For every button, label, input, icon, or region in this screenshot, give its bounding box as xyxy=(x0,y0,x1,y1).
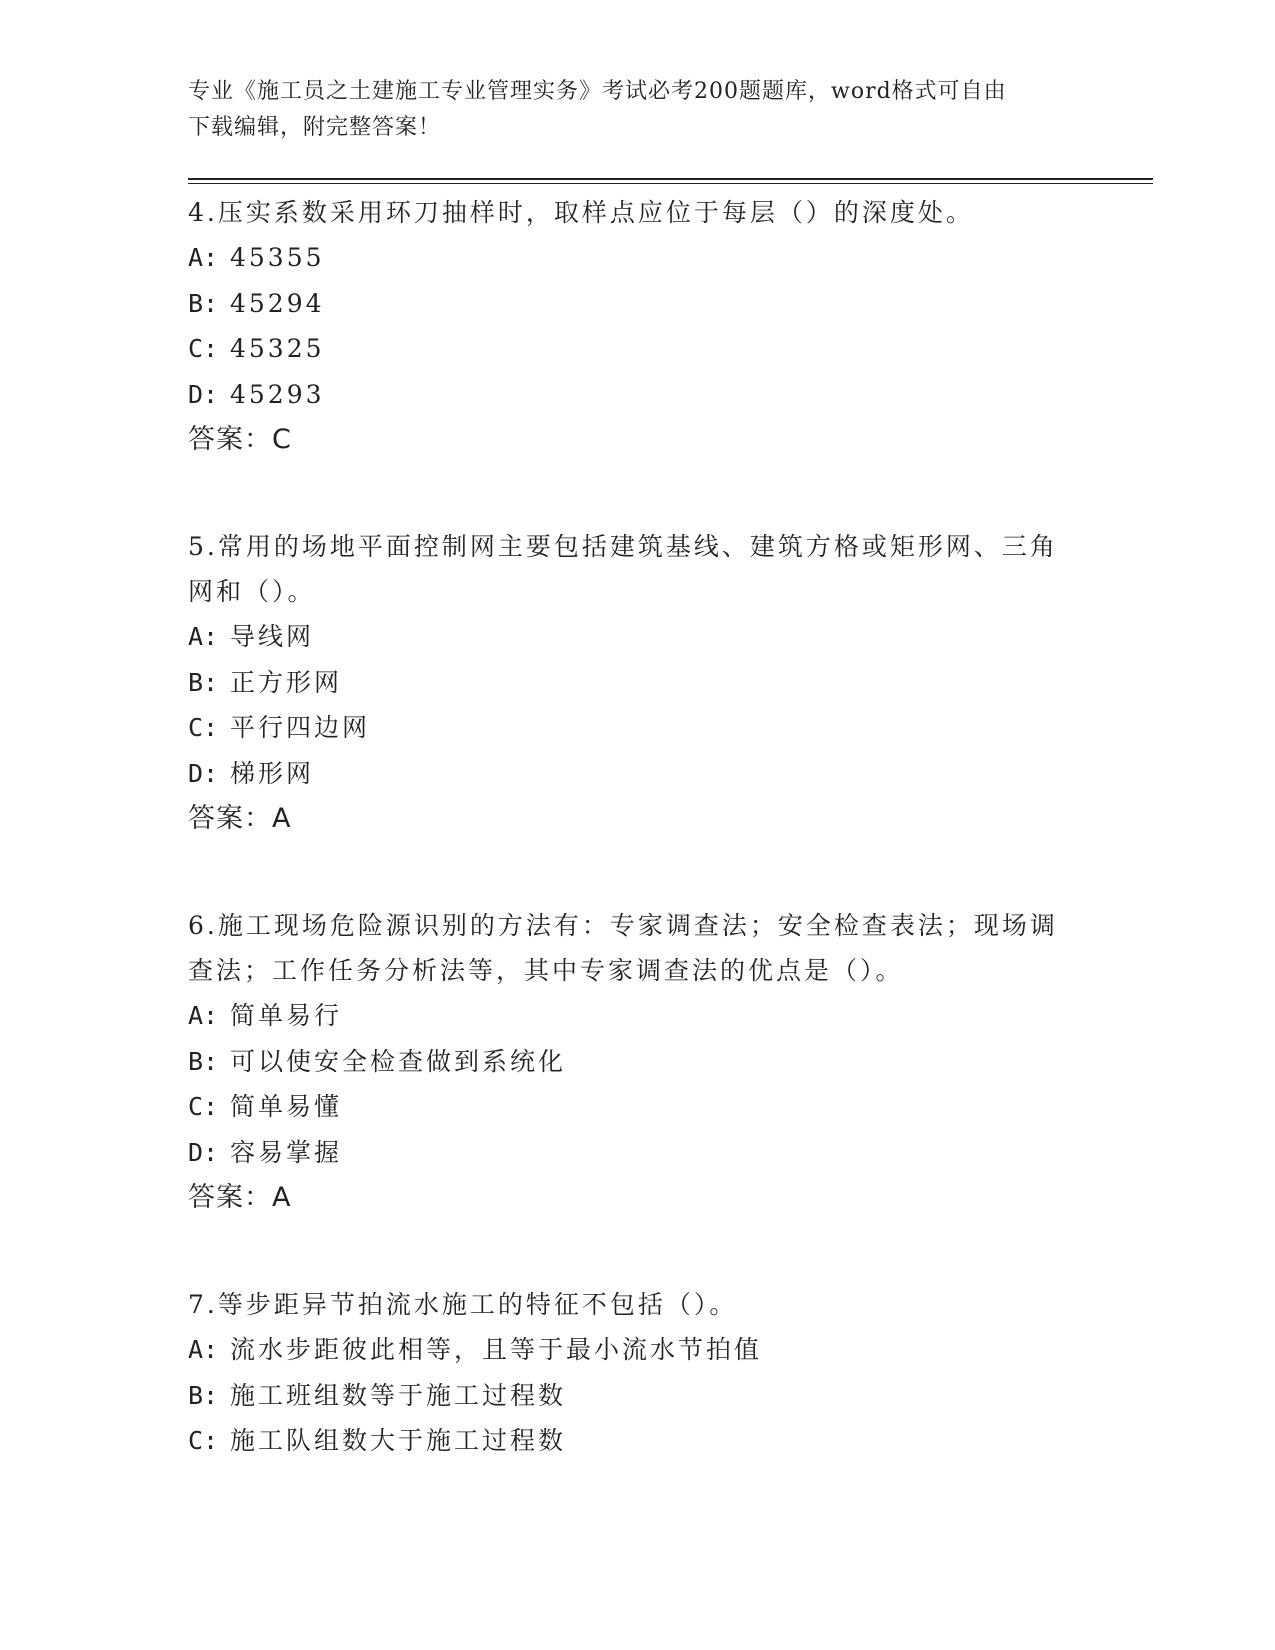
option-text: 梯形网 xyxy=(230,758,315,788)
option-key: B: xyxy=(188,667,219,697)
option-a xyxy=(188,235,1068,281)
option-c xyxy=(188,1418,1068,1464)
question-text: 4.压实系数采用环刀抽样时，取样点应位于每层（）的深度处。 xyxy=(188,198,974,227)
option-a xyxy=(188,993,1068,1039)
option-c xyxy=(188,705,1068,751)
header-line-2: 下载编辑，附完整答案！ xyxy=(188,115,442,140)
option-key: A: xyxy=(188,1335,219,1364)
option-key: B: xyxy=(188,1380,219,1410)
option-c xyxy=(188,1084,1068,1130)
option-text: 施工队组数大于施工过程数 xyxy=(230,1426,567,1455)
option-text: 简单易懂 xyxy=(230,1092,343,1121)
option-text: 可以使安全检查做到系统化 xyxy=(230,1046,567,1076)
option-b xyxy=(188,1039,1068,1085)
option-text: 正方形网 xyxy=(230,667,343,697)
option-key: D: xyxy=(188,1137,219,1167)
question-4 xyxy=(188,190,1068,462)
question-text: 6.施工现场危险源识别的方法有：专家调查法；安全检查表法；现场调查法；工作任务分析法等，其中专家调查法的优点是（）。 xyxy=(188,911,1058,985)
option-text: 45355 xyxy=(230,243,325,272)
option-b xyxy=(188,660,1068,706)
option-text: 流水步距彼此相等，且等于最小流水节拍值 xyxy=(230,1335,763,1364)
answer-line: 答案：A xyxy=(188,803,292,834)
option-a xyxy=(188,614,1068,660)
option-text: 施工班组数等于施工过程数 xyxy=(230,1380,567,1410)
option-text: 45294 xyxy=(230,288,325,318)
option-text: 导线网 xyxy=(230,622,315,651)
answer-line: 答案：C xyxy=(188,424,292,455)
header-rule-thick xyxy=(188,178,1153,180)
document-header xyxy=(188,74,1068,146)
option-d xyxy=(188,751,1068,797)
question-5 xyxy=(188,524,1068,841)
option-d xyxy=(188,1130,1068,1176)
header-rule-thin xyxy=(188,183,1153,184)
question-7 xyxy=(188,1282,1068,1464)
question-6 xyxy=(188,903,1068,1220)
header-line-1: 专业《施工员之土建施工专业管理实务》考试必考200题题库，word格式可自由 xyxy=(188,79,1007,104)
option-c xyxy=(188,326,1068,372)
option-text: 简单易行 xyxy=(230,1001,343,1030)
option-key: C: xyxy=(188,1426,219,1455)
question-list xyxy=(188,190,1068,1526)
option-key: A: xyxy=(188,622,219,651)
option-key: D: xyxy=(188,379,219,409)
option-key: D: xyxy=(188,758,219,788)
option-a xyxy=(188,1327,1068,1373)
option-key: C: xyxy=(188,1092,219,1121)
option-text: 45325 xyxy=(230,334,325,363)
option-key: C: xyxy=(188,713,219,742)
question-text: 5.常用的场地平面控制网主要包括建筑基线、建筑方格或矩形网、三角网和（）。 xyxy=(188,532,1058,606)
option-text: 45293 xyxy=(230,379,325,409)
option-d xyxy=(188,372,1068,418)
option-key: C: xyxy=(188,334,219,363)
option-b xyxy=(188,281,1068,327)
answer-line: 答案：A xyxy=(188,1182,292,1213)
option-b xyxy=(188,1373,1068,1419)
option-key: B: xyxy=(188,1046,219,1076)
option-text: 平行四边网 xyxy=(230,713,371,742)
option-key: B: xyxy=(188,288,219,318)
option-text: 容易掌握 xyxy=(230,1137,343,1167)
question-text: 7.等步距异节拍流水施工的特征不包括（）。 xyxy=(188,1290,738,1319)
option-key: A: xyxy=(188,243,219,272)
option-key: A: xyxy=(188,1001,219,1030)
